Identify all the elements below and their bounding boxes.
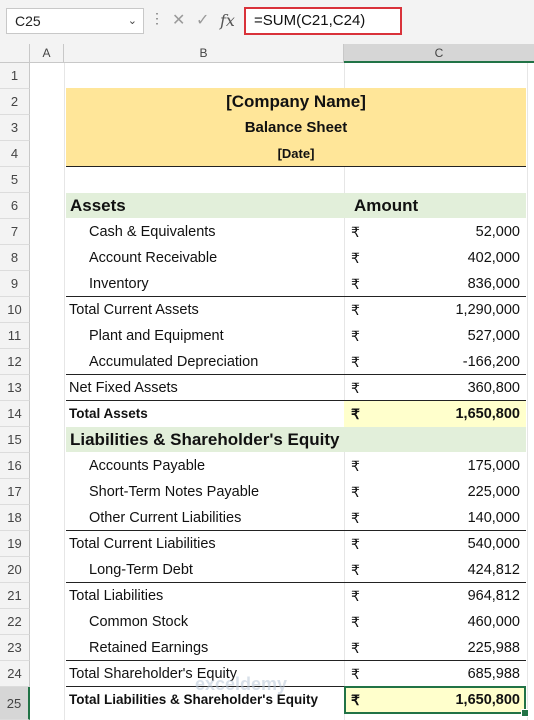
row-header[interactable]: 15 xyxy=(0,427,30,453)
line-item-label[interactable]: Cash & Equivalents xyxy=(89,224,216,240)
column-header-b[interactable]: B xyxy=(64,44,344,63)
row-header[interactable]: 14 xyxy=(0,401,30,427)
line-item-amount[interactable]: 360,800 xyxy=(467,380,520,396)
currency-symbol: ₹ xyxy=(351,484,360,500)
fill-handle[interactable] xyxy=(521,709,529,717)
currency-symbol: ₹ xyxy=(351,562,360,578)
formula-actions xyxy=(168,8,242,34)
more-options-icon[interactable]: ⋮ xyxy=(150,10,164,26)
row-header[interactable]: 20 xyxy=(0,557,30,583)
currency-symbol: ₹ xyxy=(351,302,360,318)
row-header[interactable]: 12 xyxy=(0,349,30,375)
line-item-label[interactable]: Common Stock xyxy=(89,614,189,630)
cancel-icon[interactable]: ✕ xyxy=(172,12,186,29)
row-header[interactable]: 19 xyxy=(0,531,30,557)
line-item-amount[interactable]: 402,000 xyxy=(467,250,520,266)
line-item-amount[interactable]: 140,000 xyxy=(467,510,520,526)
line-item-label[interactable]: Total Liabilities xyxy=(69,588,164,604)
watermark: exceldemy xyxy=(195,674,288,694)
chevron-down-icon[interactable]: ⌄ xyxy=(127,15,137,27)
currency-symbol: ₹ xyxy=(351,458,360,474)
currency-symbol: ₹ xyxy=(351,380,360,396)
line-item-label[interactable]: Total Current Assets xyxy=(69,302,199,318)
currency-symbol: ₹ xyxy=(351,614,360,630)
currency-symbol: ₹ xyxy=(351,588,360,604)
row-header[interactable]: 16 xyxy=(0,453,30,479)
liabilities-header: Liabilities & Shareholder's Equity xyxy=(70,430,340,449)
line-item-label[interactable]: Total Shareholder's Equity xyxy=(69,666,238,682)
line-item-label[interactable]: Long-Term Debt xyxy=(89,562,193,578)
check-icon[interactable]: ✓ xyxy=(196,12,210,29)
assets-header-bg xyxy=(66,193,526,218)
line-item-amount[interactable]: 225,988 xyxy=(467,640,520,656)
line-item-label[interactable]: Other Current Liabilities xyxy=(89,510,242,526)
gridline xyxy=(527,63,528,720)
currency-symbol: ₹ xyxy=(351,666,360,682)
line-item-amount[interactable]: 225,000 xyxy=(467,484,520,500)
assets-header: Assets xyxy=(70,196,126,215)
row-header[interactable]: 3 xyxy=(0,115,30,141)
gridline xyxy=(64,63,65,720)
row-header[interactable]: 25 xyxy=(0,687,30,720)
formula-bar xyxy=(0,0,534,45)
currency-symbol: ₹ xyxy=(351,510,360,526)
line-item-label[interactable]: Short-Term Notes Payable xyxy=(89,484,260,500)
row-header[interactable]: 4 xyxy=(0,141,30,167)
formula-input[interactable]: =SUM(C21,C24) xyxy=(244,7,402,35)
line-item-label[interactable]: Account Receivable xyxy=(89,250,218,266)
row-header[interactable]: 9 xyxy=(0,271,30,297)
line-item-amount[interactable]: -166,200 xyxy=(462,354,520,370)
row-header[interactable]: 1 xyxy=(0,63,30,89)
row-header[interactable]: 18 xyxy=(0,505,30,531)
row-header[interactable]: 6 xyxy=(0,193,30,219)
currency-symbol: ₹ xyxy=(351,250,360,266)
row-header[interactable]: 13 xyxy=(0,375,30,401)
name-box-value: C25 xyxy=(15,13,41,29)
line-item-amount[interactable]: 52,000 xyxy=(475,224,520,240)
title-underline xyxy=(66,166,526,167)
line-item-label[interactable]: Plant and Equipment xyxy=(89,328,224,344)
line-item-amount[interactable]: 460,000 xyxy=(467,614,520,630)
line-item-label[interactable]: Total Current Liabilities xyxy=(69,536,216,552)
company-name: [Company Name] xyxy=(226,92,366,111)
row-header[interactable]: 8 xyxy=(0,245,30,271)
line-item-label[interactable]: Total Assets xyxy=(69,406,148,421)
row-header[interactable]: 5 xyxy=(0,167,30,193)
line-item-amount[interactable]: 685,988 xyxy=(467,666,520,682)
line-item-amount[interactable]: 540,000 xyxy=(467,536,520,552)
row-header[interactable]: 7 xyxy=(0,219,30,245)
line-item-amount[interactable]: 1,650,800 xyxy=(455,692,520,708)
currency-symbol: ₹ xyxy=(351,692,360,708)
currency-symbol: ₹ xyxy=(351,328,360,344)
line-item-label[interactable]: Total Liabilities & Shareholder's Equity xyxy=(69,692,319,707)
column-header-c[interactable]: C xyxy=(344,44,534,63)
currency-symbol: ₹ xyxy=(351,354,360,370)
line-item-amount[interactable]: 424,812 xyxy=(467,562,520,578)
name-box[interactable] xyxy=(6,8,144,34)
row-header[interactable]: 10 xyxy=(0,297,30,323)
line-item-label[interactable]: Net Fixed Assets xyxy=(69,380,178,396)
row-header[interactable]: 21 xyxy=(0,583,30,609)
active-cell-selection[interactable] xyxy=(344,686,526,714)
line-item-label[interactable]: Accumulated Depreciation xyxy=(89,354,259,370)
currency-symbol: ₹ xyxy=(351,640,360,656)
column-header-a[interactable]: A xyxy=(30,44,64,63)
amount-header: Amount xyxy=(354,196,419,215)
currency-symbol: ₹ xyxy=(351,224,360,240)
currency-symbol: ₹ xyxy=(351,406,360,422)
row-header[interactable]: 22 xyxy=(0,609,30,635)
row-header[interactable]: 11 xyxy=(0,323,30,349)
insert-function-icon[interactable]: fx xyxy=(220,11,235,30)
row-header[interactable]: 17 xyxy=(0,479,30,505)
currency-symbol: ₹ xyxy=(351,536,360,552)
row-header[interactable]: 23 xyxy=(0,635,30,661)
row-header[interactable]: 2 xyxy=(0,89,30,115)
row-header[interactable]: 24 xyxy=(0,661,30,687)
select-all-corner[interactable] xyxy=(0,44,30,63)
line-item-amount[interactable]: 527,000 xyxy=(467,328,520,344)
line-item-label[interactable]: Inventory xyxy=(89,276,149,292)
line-item-label[interactable]: Accounts Payable xyxy=(89,458,206,474)
sheet-title: Balance Sheet xyxy=(244,119,348,136)
line-item-amount[interactable]: 1,650,800 xyxy=(455,406,520,422)
line-item-amount[interactable]: 1,290,000 xyxy=(455,302,520,318)
sheet-date: [Date] xyxy=(277,146,315,161)
line-item-label[interactable]: Retained Earnings xyxy=(89,640,209,656)
line-item-amount[interactable]: 836,000 xyxy=(467,276,520,292)
line-item-amount[interactable]: 964,812 xyxy=(467,588,520,604)
currency-symbol: ₹ xyxy=(351,276,360,292)
line-item-amount[interactable]: 175,000 xyxy=(467,458,520,474)
